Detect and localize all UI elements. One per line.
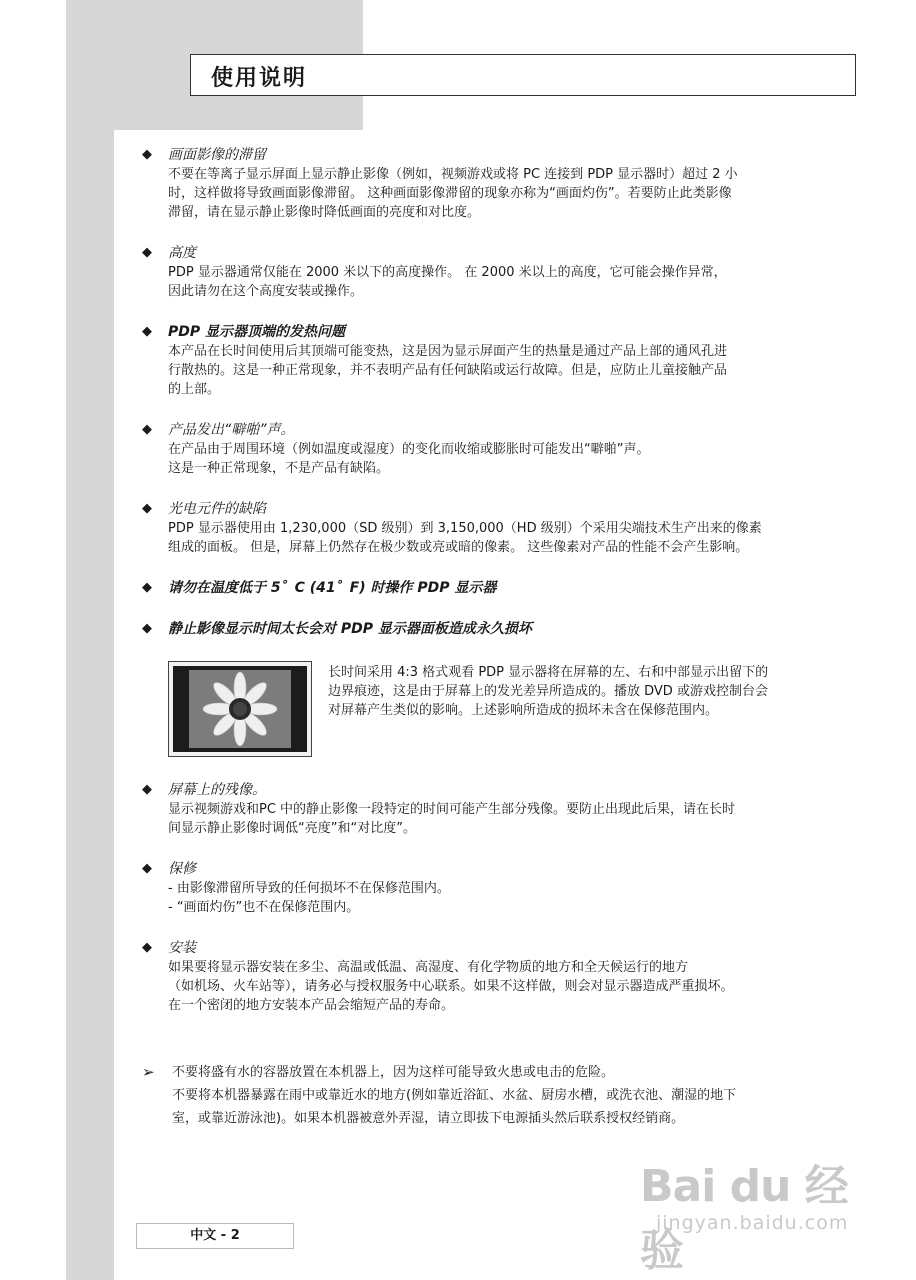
manual-content [142,146,862,1037]
body-line: PDP 显示器使用由 1,230,000（SD 级别）到 3,150,000（HD 级别）个采用尖端技术生产出来的像素 [168,521,762,536]
section-crackling [142,421,862,478]
section-heading: 高度 [168,245,196,261]
body-line: 对屏幕产生类似的影响。上述影响所造成的损坏未含在保修范围内。 [328,703,719,718]
body-line: - “画面灼伤”也不在保修范围内。 [168,900,360,915]
section-image-retention [142,146,862,222]
diamond-icon: ◆ [142,861,152,876]
page-number: 中文 - 2 [136,1223,294,1249]
burn-in-description [328,663,862,720]
body-line: 滞留，请在显示静止影像时降低画面的亮度和对比度。 [168,205,481,220]
diamond-icon: ◆ [142,422,152,437]
note-line: 室，或靠近游泳池)。如果本机器被意外弄湿，请立即拔下电源插头然后联系授权经销商。 [172,1111,685,1126]
warning-heading: 请勿在温度低于 5゜C (41゜F) 时操作 PDP 显示器 [168,580,497,596]
body-line: 因此请勿在这个高度安装或操作。 [168,284,364,299]
section-heading: 屏幕上的残像。 [168,782,266,798]
section-cell-defects [142,500,862,557]
diamond-icon: ◆ [142,147,152,162]
title-box [190,54,856,96]
body-line: 不要在等离子显示屏面上显示静止影像（例如，视频游戏或将 PC 连接到 PDP 显示器时）超过 2 小 [168,167,738,182]
safety-note [142,1062,860,1131]
page-title: 使用说明 [211,66,308,91]
body-line: 本产品在长时间使用后其顶端可能变热，这是因为显示屏面产生的热量是通过产品上部的通风孔进 [168,344,728,359]
section-heading: PDP 显示器顶端的发热问题 [168,324,346,340]
section-heading: 保修 [168,861,196,877]
warning-heading: 静止影像显示时间太长会对 PDP 显示器面板造成永久损坏 [168,621,532,637]
body-line: 在一个密闭的地方安装本产品会缩短产品的寿命。 [168,998,455,1013]
section-body [168,519,862,557]
body-line: 如果要将显示器安装在多尘、高温或低温、高湿度、有化学物质的地方和全天候运行的地方 [168,960,689,975]
baidu-watermark [640,1138,880,1276]
sunflower-picture [173,666,307,752]
diamond-icon: ◆ [142,580,152,595]
section-warranty [142,860,862,917]
section-afterimage [142,781,862,838]
diamond-icon: ◆ [142,324,152,339]
body-line: （如机场、火车站等），请务必与授权服务中心联系。如果不这样做，则会对显示器造成严重损坏。 [168,979,734,994]
diamond-icon: ◆ [142,245,152,260]
burn-in-illustration-row [168,661,862,761]
body-line: 在产品由于周围环境（例如温度或湿度）的变化而收缩或膨胀时可能发出“噼啪”声。 [168,442,650,457]
note-line: 不要将本机器暴露在雨中或靠近水的地方(例如靠近浴缸、水盆、厨房水槽，或洗衣池、潮湿的地下 [172,1088,737,1103]
body-line: 行散热的。这是一种正常现象，并不表明产品有任何缺陷或运行故障。但是，应防止儿童接触产品 [168,363,728,378]
diamond-icon: ◆ [142,940,152,955]
left-gray-margin [66,0,114,1280]
section-body [168,440,862,478]
section-heading: 产品发出“噼啪”声。 [168,422,295,438]
section-heading: 安装 [168,940,196,956]
warning-static-image [142,620,862,639]
body-line: 的上部。 [168,382,221,397]
diamond-icon: ◆ [142,501,152,516]
section-body [168,800,862,838]
note-line: 不要将盛有水的容器放置在本机器上，因为这样可能导致火患或电击的危险。 [172,1065,615,1080]
body-line: 长时间采用 4:3 格式观看 PDP 显示器将在屏幕的左、右和中部显示出留下的 [328,665,769,680]
section-body [168,342,862,399]
section-heat [142,323,862,399]
diamond-icon: ◆ [142,782,152,797]
section-altitude [142,244,862,301]
body-line: 时，这样做将导致画面影像滞留。 这种画面影像滞留的现象亦称为“画面灼伤”。若要防止此类影像 [168,186,732,201]
flower-screen-image [168,661,312,757]
arrow-right-icon: ➢ [142,1063,155,1081]
section-body [168,165,862,222]
body-line: 边界痕迹，这是由于屏幕上的发光差异所造成的。播放 DVD 或游戏控制台会 [328,684,768,699]
body-line: 这是一种正常现象，不是产品有缺陷。 [168,461,390,476]
section-installation [142,939,862,1015]
diamond-icon: ◆ [142,621,152,636]
warning-temperature [142,579,862,598]
section-body [168,263,862,301]
body-line: PDP 显示器通常仅能在 2000 米以下的高度操作。 在 2000 米以上的高度，它可能会操作异常， [168,265,727,280]
body-line: 间显示静止影像时调低“亮度”和“对比度”。 [168,821,416,836]
section-body [168,958,862,1015]
section-body [168,879,862,917]
section-heading: 画面影像的滞留 [168,147,266,163]
watermark-logo: Bai du 经验 [640,1161,848,1276]
section-heading: 光电元件的缺陷 [168,501,266,517]
body-line: - 由影像滞留所导致的任何损坏不在保修范围内。 [168,881,450,896]
body-line: 组成的面板。 但是，屏幕上仍然存在极少数或亮或暗的像素。 这些像素对产品的性能不会产生影响。 [168,540,749,555]
watermark-url: jingyan.baidu.com [656,1212,849,1234]
body-line: 显示视频游戏和PC 中的静止影像一段特定的时间可能产生部分残像。要防止出现此后果，请在长时 [168,802,736,817]
